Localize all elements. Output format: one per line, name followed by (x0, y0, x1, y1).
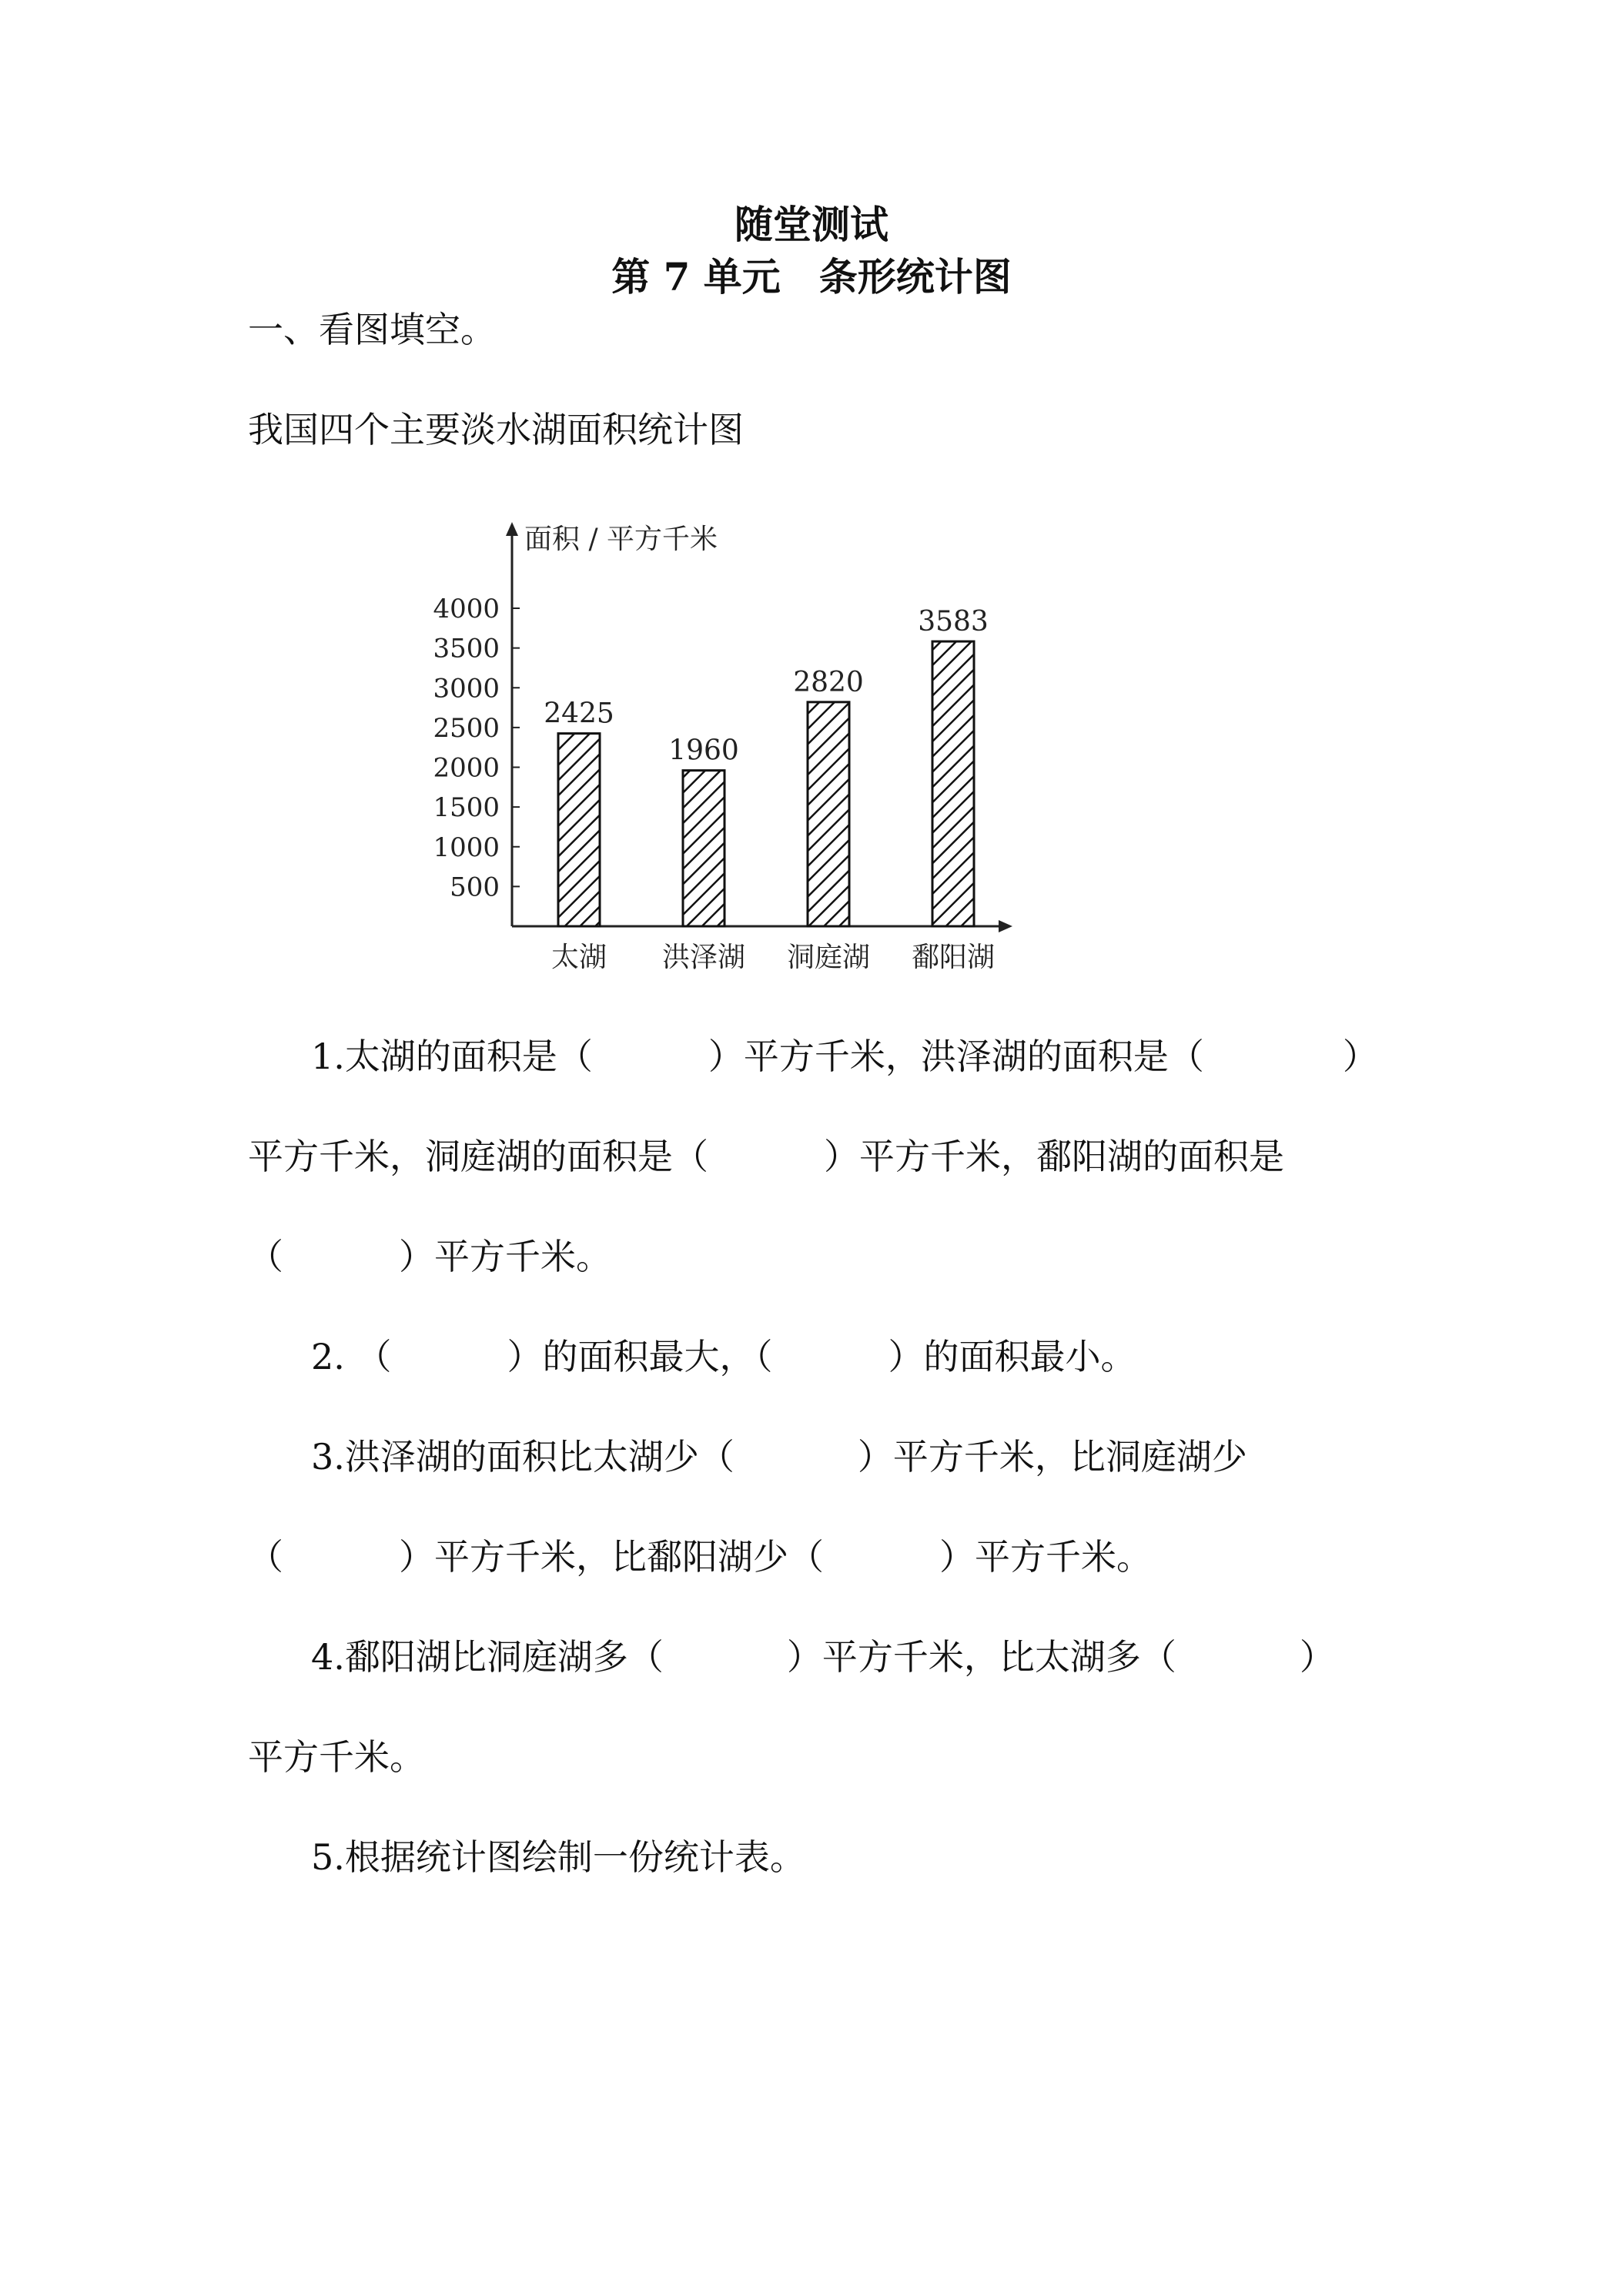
bar-value-label: 2820 (793, 666, 864, 698)
y-tick-label: 2000 (433, 752, 500, 784)
q1-text-c: ） (1342, 1036, 1378, 1077)
question-5 (248, 1834, 1458, 1880)
q1-text-e: ）平方千米，鄱阳湖的面积是 (824, 1136, 1284, 1177)
q3-text-d: ）平方千米，比鄱阳湖少（ (399, 1536, 824, 1578)
y-tick-label: 500 (450, 872, 500, 903)
q5-text-a: 5.根据统计图绘制一份统计表。 (311, 1836, 805, 1878)
page-title: 随堂测试 (735, 202, 888, 247)
q1-text-d: 平方千米，洞庭湖的面积是（ (248, 1136, 708, 1177)
question-1-line-2 (248, 1133, 1395, 1180)
bar-chart (366, 499, 1062, 992)
y-tick-label: 4000 (433, 594, 500, 624)
bar (808, 702, 849, 926)
q4-text-a: 4.鄱阳湖比洞庭湖多（ (311, 1636, 664, 1678)
question-4-line-1 (248, 1634, 1458, 1680)
chart-bars (558, 641, 974, 926)
bar (558, 734, 600, 926)
y-axis-label: 面积 / 平方千米 (524, 524, 718, 555)
q2-text-c: ）的面积最小。 (888, 1336, 1136, 1377)
q2-text-b: ）的面积最大，（ (507, 1336, 773, 1377)
q1-text-g: ）平方千米。 (399, 1236, 611, 1277)
category-label: 鄱阳湖 (911, 942, 996, 973)
bar-value-label: 1960 (668, 735, 739, 767)
question-4-line-2 (248, 1734, 1395, 1780)
section-heading: 一、看图填空。 (248, 309, 496, 350)
q2-text-a: 2. （ (311, 1336, 392, 1377)
bar-value-label: 3583 (918, 606, 989, 638)
y-tick-label: 1500 (433, 792, 500, 824)
q4-text-b: ）平方千米，比太湖多（ (786, 1636, 1176, 1678)
y-tick-label: 1000 (433, 832, 500, 863)
question-3-line-2 (248, 1534, 1395, 1580)
bar (683, 771, 724, 926)
q4-text-c: ） (1299, 1636, 1335, 1678)
bar-value-label: 2425 (544, 698, 614, 730)
q4-text-d: 平方千米。 (248, 1736, 425, 1778)
category-label: 洞庭湖 (786, 942, 871, 973)
unit-subtitle: 第 7 单元 条形统计图 (611, 254, 1012, 300)
y-axis-arrow (506, 522, 518, 536)
bar (932, 641, 974, 926)
question-2 (248, 1334, 1458, 1380)
q1-text-f: （ (248, 1236, 283, 1277)
y-tick-label: 2500 (433, 712, 500, 744)
q3-text-b: ）平方千米，比洞庭湖少 (857, 1436, 1247, 1478)
chart-caption: 我国四个主要淡水湖面积统计图 (248, 409, 744, 450)
category-label: 太湖 (550, 942, 607, 973)
q3-text-a: 3.洪泽湖的面积比太湖少（ (311, 1436, 735, 1478)
q3-text-c: （ (248, 1536, 283, 1578)
question-3-line-1 (248, 1434, 1458, 1480)
y-tick-label: 3500 (433, 633, 500, 664)
y-tick-label: 3000 (433, 673, 500, 705)
question-1-line-3 (248, 1233, 1395, 1280)
q1-text-a: 1.太湖的面积是（ (311, 1036, 593, 1077)
x-axis-arrow (999, 920, 1012, 932)
question-1-line-1 (248, 1033, 1458, 1079)
category-label: 洪泽湖 (661, 942, 746, 973)
q3-text-e: ）平方千米。 (939, 1536, 1152, 1578)
q1-text-b: ）平方千米，洪泽湖的面积是（ (708, 1036, 1204, 1077)
